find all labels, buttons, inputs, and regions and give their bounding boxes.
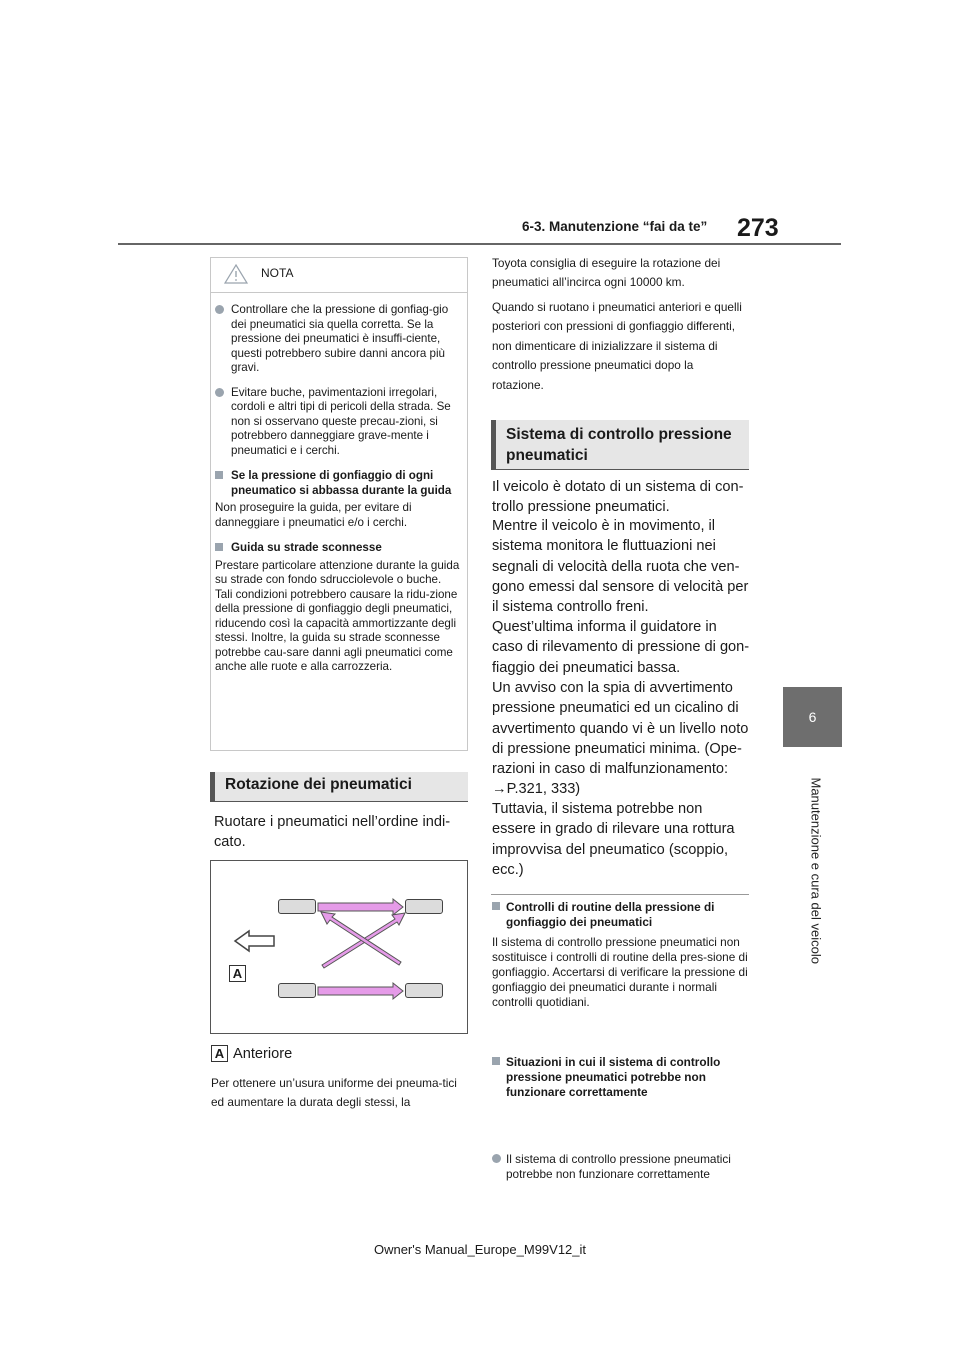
header-rule	[118, 243, 841, 245]
nota-title: NOTA	[261, 266, 294, 280]
nota-subheading: Guida su strade sconnesse	[215, 541, 464, 556]
section-divider	[491, 894, 749, 895]
tpms-subheading: Controlli di routine della pressione di gonfiaggio dei pneumatici	[492, 900, 762, 930]
warning-icon	[223, 263, 249, 285]
nota-bullet: Evitare buche, pavimentazioni irregolari, cordoli e altri tipi di pericoli della strada. Se non si osservano queste precau-zioni, si potrebbero danneggiare grave-mente i pneumatici e i cerchi.	[215, 386, 464, 459]
square-bullet-icon	[492, 1057, 500, 1065]
legend-a-badge: A	[211, 1045, 228, 1062]
nota-bullet: Controllare che la pressione di gonfiag-gio dei pneumatici sia quella corretta. Se la pressione dei pneumatici è insuffi-ciente, questi potrebbero subire danni ancora più gravi.	[215, 303, 464, 376]
rotation-paragraph: Per ottenere un’usura uniforme dei pneuma-tici ed aumentare la durata degli stessi, la	[211, 1076, 457, 1110]
chapter-label: Manutenzione e cura del veicolo	[808, 777, 824, 964]
label-a-badge: A	[229, 965, 246, 982]
chapter-tab	[783, 687, 842, 747]
nota-paragraph: Prestare particolare attenzione durante la guida su strade con fondo sdrucciolevole o buche.	[215, 558, 460, 586]
tire-rear-left	[405, 899, 443, 914]
tpms-paragraph: Quest’ultima informa il guidatore in caso di rilevamento di pressione di gon-fiaggio dei pneumatici bassa.	[492, 619, 750, 676]
tpms-paragraph: Un avviso con la spia di avvertimento pressione pneumatici ed un cicalino di avvertimento quando vi è un livello noto di pressione pneumatici minima. (Ope-razioni in caso di malfunzionamento:	[492, 680, 749, 778]
bullet-dot-icon	[215, 388, 224, 397]
tpms-paragraph: Il veicolo è dotato di un sistema di con-trollo pressione pneumatici.	[492, 479, 744, 516]
rotation-init-text: Quando si ruotano i pneumatici anteriori e quelli posteriori con pressioni di gonfiaggio differenti, non dimenticare di inizializzare il sistema di controllo pressione pneumatici dopo la rotazione.	[492, 300, 742, 392]
nota-paragraph: Tali condizioni potrebbero causare la ridu-zione della pressione di gonfiaggio degli pneumatici, riducendo così la capacità ammortizzante degli stessi. Inoltre, la guida su strade sconnesse potrebbe cau-sare danni agli pneumatici come anche alle ruote e alla carrozzeria.	[215, 587, 458, 673]
tpms-paragraph: Mentre il veicolo è in movimento, il sistema monitora le fluttuazioni nei segnali di velocità della ruota che ven-gono emessi dal sensore di velocità per il sistema controllo freni.	[492, 518, 749, 616]
page-number: 273	[737, 214, 779, 242]
footer-text: Owner's Manual_Europe_M99V12_it	[373, 1242, 587, 1257]
rotation-diagram	[210, 860, 468, 1034]
tpms-page-reference: →P.321, 333)	[492, 781, 581, 797]
square-bullet-icon	[492, 902, 500, 910]
tpms-subtext: Il sistema di controllo pressione pneumatici non sostituisce i controlli di routine della pres-sione di gonfiaggio. Accertarsi di verificare la pressione di gonfiaggio dei pneumatici durante i normali controlli quotidiani.	[492, 935, 748, 1009]
tire-front-right	[278, 983, 316, 998]
square-bullet-icon	[215, 543, 223, 551]
tire-rear-right	[405, 983, 443, 998]
rotation-arrows	[211, 861, 467, 1033]
nota-box	[210, 257, 468, 751]
square-bullet-icon	[215, 471, 223, 479]
bullet-dot-icon	[492, 1154, 501, 1163]
legend-anteriore: Anteriore	[233, 1046, 293, 1062]
rotation-interval-text: Toyota consiglia di eseguire la rotazione dei pneumatici all’incirca ogni 10000 km.	[492, 256, 721, 290]
tpms-subheading: Situazioni in cui il sistema di controllo pressione pneumatici potrebbe non funzionare correttamente	[492, 1055, 762, 1100]
tpms-heading: Sistema di controllo pressione pneumatici	[491, 420, 749, 470]
nota-header	[211, 258, 467, 293]
nota-subheading: Se la pressione di gonfiaggio di ogni pneumatico si abbassa durante la guida	[215, 469, 464, 498]
chapter-number: 6	[808, 709, 817, 725]
rotation-intro: Ruotare i pneumatici nell’ordine indi-cato.	[214, 814, 451, 851]
tpms-paragraph: Tuttavia, il sistema potrebbe non essere in grado di rilevare una rottura improvvisa del pneumatico (scoppio, ecc.)	[492, 801, 735, 878]
tpms-bullet: Il sistema di controllo pressione pneumatici potrebbe non funzionare correttamente	[492, 1152, 764, 1182]
tire-front-left	[278, 899, 316, 914]
rotation-heading: Rotazione dei pneumatici	[210, 772, 468, 802]
bullet-dot-icon	[215, 305, 224, 314]
nota-paragraph: Non proseguire la guida, per evitare di danneggiare i pneumatici e/o i cerchi.	[215, 501, 412, 529]
section-title: 6-3. Manutenzione “fai da te”	[522, 219, 708, 234]
